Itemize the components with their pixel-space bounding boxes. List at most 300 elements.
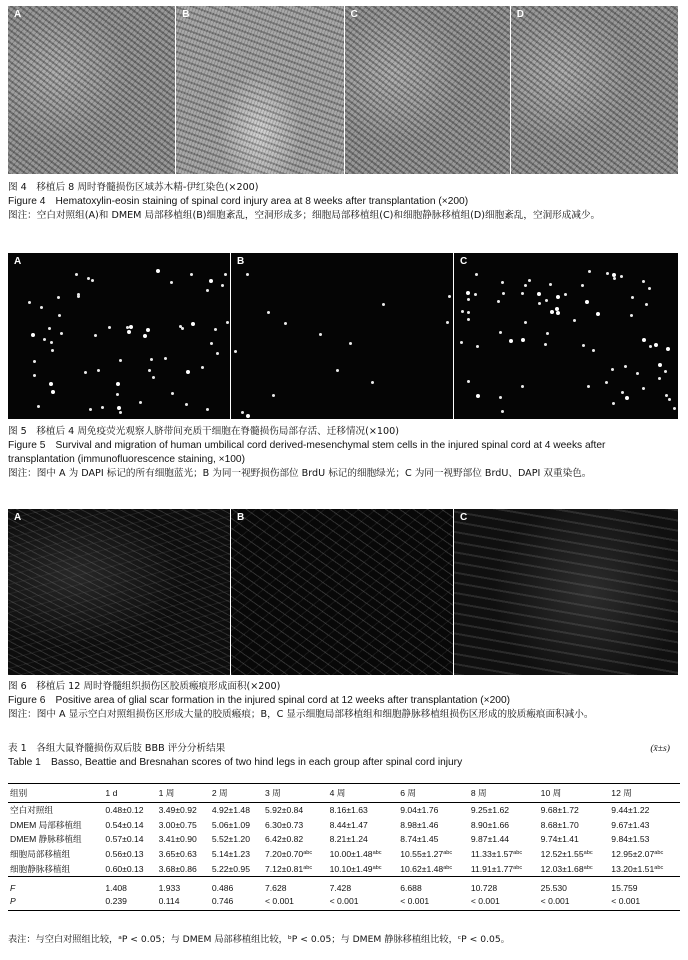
table-cell (398, 803, 469, 818)
cell-nucleus-dot (630, 314, 633, 317)
table-row (8, 847, 680, 862)
cell-nucleus-dot (476, 394, 480, 398)
cell-nucleus-dot (186, 370, 190, 374)
cell-nucleus-dot (654, 343, 658, 347)
significance-marker: abc (513, 864, 523, 871)
cell-nucleus-dot (116, 393, 119, 396)
cell-value: 0.57±0.14 (105, 834, 144, 845)
cell-nucleus-dot (119, 359, 122, 362)
table-cell (103, 832, 156, 847)
table-cell (103, 847, 156, 862)
figure5-caption (8, 425, 680, 481)
figure5-caption-en-1: Figure 5 Survival and migration of human umbilical cord derived-mesenchymal stem cells in the injured spinal cord at 4 weeks after (8, 440, 606, 451)
cell-nucleus-dot (521, 385, 524, 388)
figure5-panel-b (231, 253, 454, 419)
cell-value: 10.55±1.27 (400, 849, 444, 860)
table-cell (157, 832, 210, 847)
table1-note: 表注：与空白对照组比较，ᵃP < 0.05；与 DMEM 局部移植组比较，ᵇP < 0.05；与 DMEM 静脉移植组比较，ᶜP < 0.05。 (8, 934, 510, 945)
cell-nucleus-dot (620, 275, 623, 278)
cell-nucleus-dot (611, 368, 614, 371)
table-row (8, 861, 680, 876)
cell-nucleus-dot (216, 352, 219, 355)
cell-nucleus-dot (97, 369, 100, 372)
table-cell (103, 861, 156, 876)
cell-nucleus-dot (658, 363, 662, 367)
cell-nucleus-dot (528, 279, 531, 282)
stat-label: P (8, 894, 103, 910)
cell-value: 9.67±1.43 (611, 819, 650, 830)
cell-nucleus-dot (666, 347, 670, 351)
table-cell (469, 803, 539, 818)
cell-nucleus-dot (51, 390, 55, 394)
cell-value: 7.20±0.70 (265, 849, 304, 860)
cell-value: 8.21±1.24 (329, 834, 368, 845)
cell-nucleus-dot (448, 295, 451, 298)
cell-nucleus-dot (48, 327, 51, 330)
cell-nucleus-dot (474, 293, 477, 296)
cell-nucleus-dot (544, 343, 547, 346)
significance-marker: abc (303, 864, 313, 871)
cell-nucleus-dot (658, 377, 661, 380)
cell-nucleus-dot (89, 408, 92, 411)
table-cell (609, 818, 680, 833)
stat-value: 1.408 (103, 876, 156, 894)
figure6-caption-en: Figure 6 Positive area of glial scar formation in the injured spinal cord at 12 weeks after transplantation (×200) (8, 695, 510, 706)
cell-nucleus-dot (152, 376, 155, 379)
figure6-panel-a (8, 509, 231, 675)
significance-marker: abc (372, 850, 382, 857)
cell-nucleus-dot (37, 405, 40, 408)
cell-value: 0.60±0.13 (105, 863, 144, 874)
cell-nucleus-dot (234, 350, 237, 353)
cell-nucleus-dot (28, 301, 31, 304)
cell-nucleus-dot (476, 345, 479, 348)
table-cell (263, 832, 328, 847)
stat-value: < 0.001 (609, 894, 680, 910)
table-cell (263, 861, 328, 876)
figure5-note: 图注：图中 A 为 DAPI 标记的所有细胞蓝光；B 为同一视野损伤部位 BrdU 标记的细胞绿光；C 为同一视野部位 BrdU、DAPI 双重染色。 (8, 468, 592, 479)
table-cell (210, 803, 263, 818)
stat-value: 6.688 (398, 876, 469, 894)
cell-nucleus-dot (101, 406, 104, 409)
cell-nucleus-dot (51, 349, 54, 352)
row-group-label: 细胞静脉移植组 (10, 863, 71, 874)
cell-nucleus-dot (119, 411, 122, 414)
stat-value: 7.628 (263, 876, 328, 894)
cell-value: 9.84±1.53 (611, 834, 650, 845)
cell-nucleus-dot (499, 396, 502, 399)
cell-nucleus-dot (108, 326, 111, 329)
cell-nucleus-dot (537, 292, 541, 296)
cell-nucleus-dot (170, 281, 173, 284)
table-cell (398, 832, 469, 847)
cell-nucleus-dot (272, 394, 275, 397)
cell-nucleus-dot (564, 293, 567, 296)
stat-value: 7.428 (328, 876, 399, 894)
significance-marker: abc (443, 864, 453, 871)
cell-nucleus-dot (210, 342, 213, 345)
table1-title-cn: 表 1 各组大鼠脊髓损伤双后肢 BBB 评分分析结果 (8, 743, 226, 754)
table-cell (398, 847, 469, 862)
table-cell (103, 818, 156, 833)
cell-value: 5.14±1.23 (211, 849, 250, 860)
cell-nucleus-dot (649, 345, 652, 348)
table-cell (328, 818, 399, 833)
cell-nucleus-dot (382, 303, 385, 306)
cell-nucleus-dot (467, 311, 470, 314)
figure4-panel-d (511, 6, 678, 174)
table-cell (469, 832, 539, 847)
cell-value: 0.56±0.13 (105, 849, 144, 860)
figure4-caption-en: Figure 4 Hematoxylin-eosin staining of spinal cord injury area at 8 weeks after transplantation (×200) (8, 196, 469, 207)
cell-nucleus-dot (150, 358, 153, 361)
cell-nucleus-dot (191, 322, 195, 326)
cell-value: 9.44±1.22 (611, 805, 650, 816)
column-header: 1 周 (158, 788, 175, 798)
figure5-caption-cn: 图 5 移植后 4 周免疫荧光观察人脐带间充质干细胞在脊髓损伤局部存活、迁移情况(×100) (8, 426, 399, 437)
panel-label: A (14, 256, 22, 267)
cell-value: 10.62±1.48 (400, 863, 444, 874)
cell-nucleus-dot (460, 341, 463, 344)
cell-nucleus-dot (129, 325, 133, 329)
column-header: 1 d (105, 788, 118, 798)
cell-value: 6.30±0.73 (265, 819, 304, 830)
cell-nucleus-dot (625, 396, 629, 400)
cell-nucleus-dot (224, 273, 227, 276)
figure6-panel-b (231, 509, 454, 675)
cell-nucleus-dot (549, 283, 552, 286)
cell-nucleus-dot (573, 319, 576, 322)
table-cell (263, 847, 328, 862)
cell-value: 7.12±0.81 (265, 863, 304, 874)
table-cell (609, 832, 680, 847)
cell-nucleus-dot (645, 303, 648, 306)
row-group-label: 细胞局部移植组 (10, 849, 71, 860)
cell-value: 0.48±0.12 (105, 805, 144, 816)
cell-nucleus-dot (40, 306, 43, 309)
table-cell (609, 803, 680, 818)
cell-nucleus-dot (668, 398, 671, 401)
cell-nucleus-dot (31, 333, 35, 337)
column-header: 6 周 (400, 788, 416, 798)
table-cell (328, 847, 399, 862)
cell-nucleus-dot (49, 382, 53, 386)
panel-label: C (460, 256, 468, 267)
cell-nucleus-dot (446, 321, 449, 324)
cell-nucleus-dot (371, 381, 374, 384)
cell-nucleus-dot (636, 372, 639, 375)
table-cell (157, 847, 210, 862)
figure6-panels (8, 509, 678, 675)
cell-value: 9.87±1.44 (470, 834, 510, 845)
cell-value: 5.06±1.09 (211, 819, 250, 830)
cell-nucleus-dot (33, 374, 36, 377)
cell-nucleus-dot (524, 284, 527, 287)
cell-nucleus-dot (209, 279, 213, 283)
bbb-score-table (8, 783, 680, 911)
cell-nucleus-dot (613, 277, 616, 280)
table-cell (157, 861, 210, 876)
table-cell (328, 861, 399, 876)
cell-value: 8.16±1.63 (329, 805, 368, 816)
cell-nucleus-dot (596, 312, 600, 316)
table-cell (469, 847, 539, 862)
cell-nucleus-dot (91, 279, 94, 282)
cell-nucleus-dot (60, 332, 63, 335)
table-cell (469, 818, 539, 833)
table-cell (539, 803, 610, 818)
stat-value: 0.114 (157, 894, 210, 910)
cell-nucleus-dot (582, 344, 585, 347)
panel-label: A (14, 512, 22, 523)
column-header: 10 周 (540, 788, 562, 798)
cell-nucleus-dot (592, 349, 595, 352)
table-cell (469, 861, 539, 876)
cell-nucleus-dot (267, 311, 270, 314)
cell-nucleus-dot (336, 369, 339, 372)
table-cell (328, 803, 399, 818)
stat-value: < 0.001 (328, 894, 399, 910)
cell-value: 3.00±0.75 (158, 819, 197, 830)
stat-value: 25.530 (539, 876, 610, 894)
cell-value: 10.00±1.48 (329, 849, 373, 860)
cell-value: 8.68±1.70 (540, 819, 579, 830)
cell-nucleus-dot (587, 385, 590, 388)
figure4-panel-a (8, 6, 176, 174)
cell-value: 3.49±0.92 (158, 805, 197, 816)
cell-nucleus-dot (501, 410, 504, 413)
cell-nucleus-dot (546, 332, 549, 335)
figure6-caption (8, 680, 680, 722)
cell-nucleus-dot (545, 299, 548, 302)
column-header: 组别 (10, 788, 28, 798)
cell-nucleus-dot (524, 321, 527, 324)
panel-label: B (182, 9, 190, 20)
cell-nucleus-dot (143, 334, 147, 338)
figure5-panel-a (8, 253, 231, 419)
cell-nucleus-dot (146, 328, 150, 332)
cell-nucleus-dot (284, 322, 287, 325)
cell-nucleus-dot (139, 401, 142, 404)
significance-marker: abc (583, 864, 593, 871)
cell-nucleus-dot (606, 272, 609, 275)
cell-nucleus-dot (116, 382, 120, 386)
cell-value: 10.10±1.49 (329, 863, 373, 874)
cell-nucleus-dot (521, 338, 525, 342)
cell-value: 8.74±1.45 (400, 834, 439, 845)
column-header: 2 周 (211, 788, 228, 798)
cell-nucleus-dot (501, 281, 504, 284)
cell-nucleus-dot (648, 287, 651, 290)
column-header: 12 周 (611, 788, 632, 798)
cell-nucleus-dot (94, 334, 97, 337)
cell-value: 9.74±1.41 (540, 834, 579, 845)
stat-label: F (8, 876, 103, 894)
table-cell (609, 847, 680, 862)
cell-nucleus-dot (664, 370, 667, 373)
significance-marker: abc (583, 850, 593, 857)
cell-nucleus-dot (50, 341, 53, 344)
panel-label: B (237, 256, 245, 267)
table-row (8, 803, 680, 818)
table-row (8, 818, 680, 833)
cell-nucleus-dot (33, 360, 36, 363)
cell-nucleus-dot (467, 298, 470, 301)
cell-nucleus-dot (467, 380, 470, 383)
cell-nucleus-dot (624, 365, 627, 368)
cell-value: 5.52±1.20 (211, 834, 250, 845)
cell-nucleus-dot (642, 338, 646, 342)
cell-nucleus-dot (556, 311, 560, 315)
cell-nucleus-dot (75, 273, 78, 276)
figure6-panel-c (454, 509, 678, 675)
cell-nucleus-dot (521, 292, 524, 295)
cell-nucleus-dot (349, 342, 352, 345)
figure5-panels (8, 253, 678, 419)
cell-value: 12.52±1.55 (540, 849, 584, 860)
cell-value: 12.95±2.07 (611, 849, 655, 860)
stat-value: 0.486 (210, 876, 263, 894)
cell-nucleus-dot (556, 295, 560, 299)
cell-nucleus-dot (612, 402, 615, 405)
cell-nucleus-dot (621, 391, 624, 394)
cell-nucleus-dot (127, 330, 131, 334)
table1-title (8, 742, 680, 770)
cell-value: 9.04±1.76 (400, 805, 439, 816)
table-cell (539, 832, 610, 847)
cell-nucleus-dot (179, 325, 182, 328)
cell-nucleus-dot (43, 338, 46, 341)
table1-title-en: Table 1 Basso, Beattie and Bresnahan scores of two hind legs in each group after spinal cord injury (8, 757, 463, 768)
cell-nucleus-dot (148, 369, 151, 372)
cell-value: 3.65±0.63 (158, 849, 197, 860)
cell-nucleus-dot (246, 414, 250, 418)
table-row (8, 832, 680, 847)
figure5-caption-en-2: transplantation (immunofluorescence staining, ×100) (8, 454, 245, 465)
panel-label: B (237, 512, 245, 523)
significance-marker: abc (443, 850, 453, 857)
cell-value: 11.33±1.57 (470, 849, 514, 860)
cell-nucleus-dot (499, 331, 502, 334)
cell-nucleus-dot (497, 300, 500, 303)
table-cell (103, 803, 156, 818)
table-cell (263, 818, 328, 833)
significance-marker: abc (303, 850, 313, 857)
cell-value: 8.98±1.46 (400, 819, 439, 830)
row-group-label: DMEM 静脉移植组 (10, 834, 82, 845)
cell-value: 9.68±1.72 (540, 805, 579, 816)
cell-nucleus-dot (241, 411, 244, 414)
cell-nucleus-dot (673, 407, 676, 410)
figure4-caption-cn: 图 4 移植后 8 周时脊髓损伤区域苏木精-伊红染色(×200) (8, 182, 259, 193)
row-group-label: 空白对照组 (10, 805, 53, 816)
table-cell (210, 832, 263, 847)
table-cell (210, 818, 263, 833)
cell-nucleus-dot (319, 333, 322, 336)
table-cell (328, 832, 399, 847)
cell-nucleus-dot (550, 310, 554, 314)
cell-nucleus-dot (171, 392, 174, 395)
cell-nucleus-dot (226, 321, 229, 324)
cell-value: 12.03±1.68 (540, 863, 584, 874)
panel-label: C (350, 9, 358, 20)
cell-nucleus-dot (201, 366, 204, 369)
cell-nucleus-dot (467, 318, 470, 321)
column-header: 3 周 (265, 788, 281, 798)
stats-row (8, 894, 680, 910)
cell-value: 3.41±0.90 (158, 834, 197, 845)
cell-nucleus-dot (57, 296, 60, 299)
cell-nucleus-dot (502, 292, 505, 295)
cell-value: 0.54±0.14 (105, 819, 144, 830)
table-cell (539, 847, 610, 862)
stat-value: 10.728 (469, 876, 539, 894)
figure4-panel-b (176, 6, 344, 174)
table-cell (398, 818, 469, 833)
cell-nucleus-dot (475, 273, 478, 276)
stat-value: < 0.001 (469, 894, 539, 910)
cell-value: 3.68±0.86 (158, 863, 197, 874)
table-cell (210, 847, 263, 862)
cell-nucleus-dot (588, 270, 591, 273)
cell-nucleus-dot (538, 302, 541, 305)
stat-value: 1.933 (157, 876, 210, 894)
row-group-label: DMEM 局部移植组 (10, 819, 82, 830)
column-header: 4 周 (329, 788, 346, 798)
stat-value: < 0.001 (263, 894, 328, 910)
stat-value: < 0.001 (539, 894, 610, 910)
cell-value: 13.20±1.51 (611, 863, 655, 874)
cell-nucleus-dot (466, 291, 470, 295)
cell-nucleus-dot (214, 328, 217, 331)
figure4-panels (8, 6, 678, 174)
cell-nucleus-dot (156, 269, 160, 273)
cell-nucleus-dot (185, 403, 188, 406)
cell-nucleus-dot (665, 394, 668, 397)
table1-unit: (x̄±s) (650, 743, 670, 754)
figure4-panel-c (345, 6, 511, 174)
stat-value: 0.746 (210, 894, 263, 910)
stats-row (8, 876, 680, 894)
table-cell (157, 803, 210, 818)
cell-value: 5.22±0.95 (211, 863, 250, 874)
cell-nucleus-dot (221, 284, 224, 287)
cell-value: 11.91±1.77 (470, 863, 514, 874)
stat-value: 0.239 (103, 894, 156, 910)
cell-nucleus-dot (642, 387, 645, 390)
cell-value: 4.92±1.48 (211, 805, 250, 816)
table-cell (398, 861, 469, 876)
table-cell (263, 803, 328, 818)
significance-marker: abc (654, 864, 664, 871)
cell-value: 5.92±0.84 (265, 805, 304, 816)
cell-nucleus-dot (585, 300, 589, 304)
cell-nucleus-dot (84, 371, 87, 374)
significance-marker: abc (654, 850, 664, 857)
table-header-row (8, 784, 680, 803)
cell-nucleus-dot (246, 273, 249, 276)
table-cell (210, 861, 263, 876)
panel-label: A (14, 9, 22, 20)
cell-nucleus-dot (77, 295, 80, 298)
stat-value: < 0.001 (398, 894, 469, 910)
panel-label: C (460, 512, 468, 523)
column-header: 8 周 (470, 788, 487, 798)
figure6-caption-cn: 图 6 移植后 12 周时脊髓组织损伤区胶质瘢痕形成面积(×200) (8, 681, 281, 692)
figure4-note: 图注：空白对照组(A)和 DMEM 局部移植组(B)细胞紊乱，空洞形成多；细胞局部移植组(C)和细胞静脉移植组(D)细胞紊乱，空洞形成减少。 (8, 210, 601, 221)
stat-value: 15.759 (609, 876, 680, 894)
table-cell (539, 861, 610, 876)
